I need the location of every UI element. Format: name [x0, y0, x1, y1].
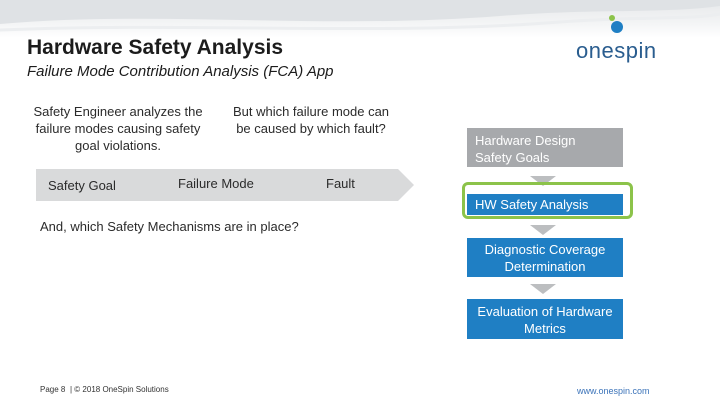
- footer-copyright: | © 2018 OneSpin Solutions: [70, 385, 169, 394]
- flow-box-hardware-metrics: Evaluation of Hardware Metrics: [467, 299, 623, 339]
- flow-box-hw-safety-analysis: HW Safety Analysis: [467, 194, 623, 215]
- description-left: Safety Engineer analyzes the failure modes causing safety goal violations.: [33, 104, 203, 153]
- chevron-label-safety-goal: Safety Goal: [48, 178, 116, 193]
- footer-page-number: Page 8: [40, 385, 66, 394]
- flow-box-diagnostic-coverage: Diagnostic Coverage Determination: [467, 238, 623, 277]
- page-subtitle: Failure Mode Contribution Analysis (FCA) App: [27, 63, 334, 80]
- onespin-logo: [576, 14, 666, 64]
- page-title: Hardware Safety Analysis: [27, 36, 284, 59]
- footer-url: www.onespin.com: [577, 386, 650, 396]
- chevron-label-fault: Fault: [326, 176, 355, 191]
- description-middle: But which failure mode can be caused by which fault?: [232, 104, 390, 136]
- down-arrow-icon: [530, 284, 556, 296]
- chevron-label-failure-mode: Failure Mode: [178, 176, 254, 191]
- logo-dots-icon: [606, 14, 626, 36]
- logo-text: onespin: [576, 38, 657, 63]
- down-arrow-icon: [530, 225, 556, 237]
- safety-mechanisms-question: And, which Safety Mechanisms are in place?: [40, 219, 299, 234]
- flow-box-design-goals: Hardware Design Safety Goals: [467, 128, 623, 167]
